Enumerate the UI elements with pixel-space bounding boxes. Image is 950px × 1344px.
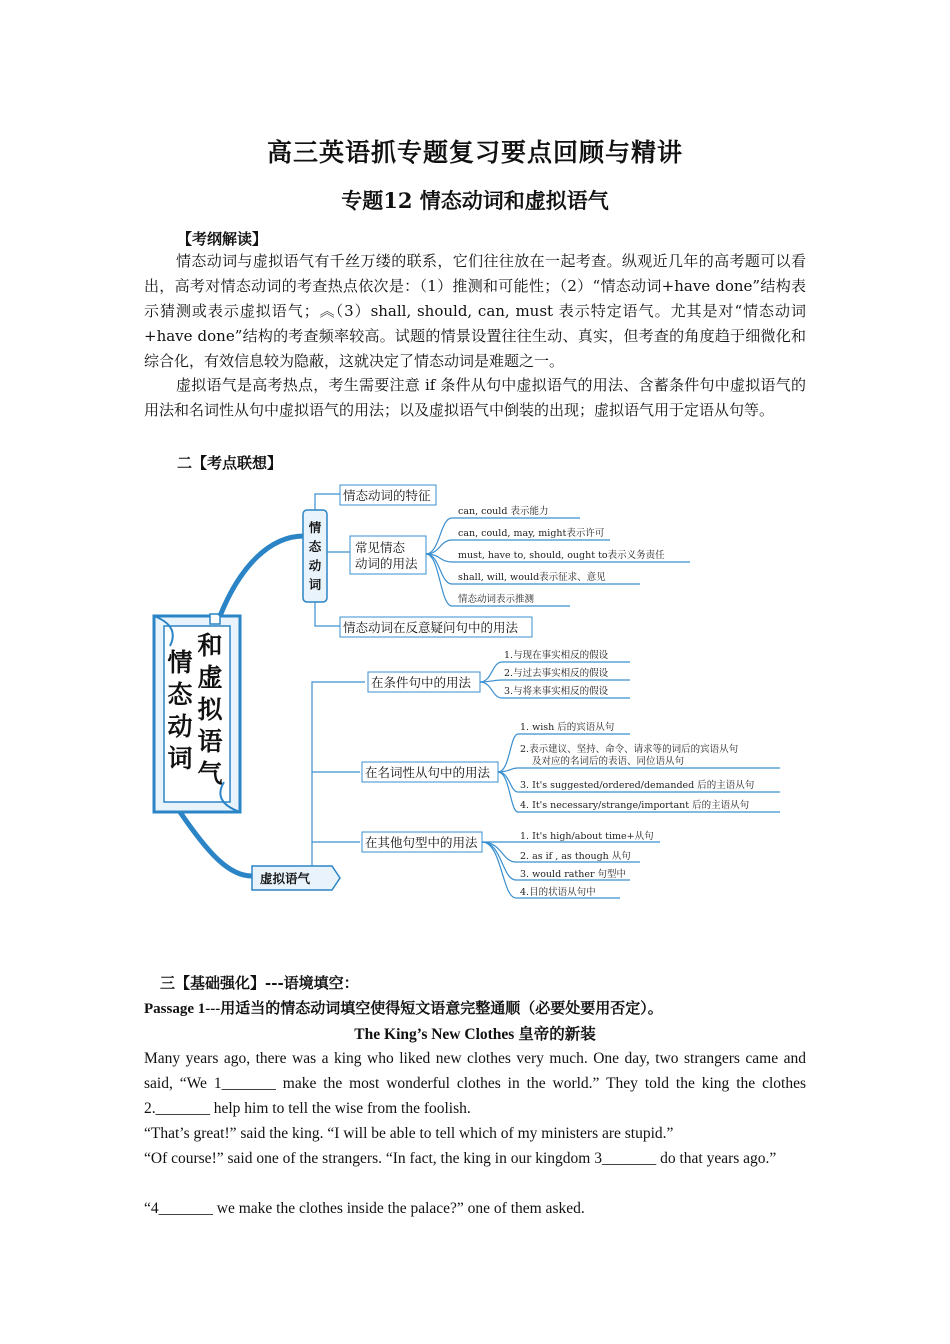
node-other-patterns — [362, 832, 482, 852]
svg-text:情态动词在反意疑问句中的用法: 情态动词在反意疑问句中的用法 — [343, 620, 519, 635]
modal-verbs-node — [303, 510, 327, 602]
nominal-item: 4. It's necessary/strange/important 后的主语从句 — [520, 800, 750, 811]
node-modal-usage — [350, 536, 426, 574]
root-char-7: 动 — [167, 712, 193, 741]
modal-usage-item: 情态动词表示推测 — [458, 594, 535, 605]
mind-map — [140, 476, 790, 908]
other-item: 3. would rather 句型中 — [520, 869, 627, 880]
outline-paragraph-2: 虚拟语气是高考热点，考生需要注意 if 条件从句中虚拟语气的用法、含蓄条件句中虚拟语气的用法和名词性从句中虚拟语气的用法；以及虚拟语气中倒装的出现；虚拟语气用于定语从句等。 — [144, 376, 806, 419]
mind-map-root — [154, 614, 240, 812]
story-title: The King’s New Clothes 皇帝的新装 — [354, 1026, 596, 1043]
root-char-1: 虚 — [197, 663, 223, 692]
svg-text:在名词性从句中的用法: 在名词性从句中的用法 — [365, 765, 491, 780]
nominal-item: 2.表示建议、坚持、命令、请求等的词后的宾语从句 — [520, 744, 739, 755]
svg-text:态: 态 — [308, 539, 322, 554]
outline-paragraph-1: 情态动词与虚拟语气有千丝万缕的联系，它们往往放在一起考查。纵观近几年的高考题可以看出，高考对情态动词的考查热点依次是：（1）推测和可能性；（2）“情态动词+have done”结构表示猜测或表示虚拟语气；︽（3）shall, should, can, must 表示特定语气。尤其是对“情态动词+have done”结构的考查频率较高。试题的情景设置往往生动、真实，但考查的角度趋于细微化和综合化，有效信息较为隐蔽，这就决定了情态动词是难题之一。 — [144, 252, 806, 370]
modal-usage-item: can, could, may, might表示许可 — [458, 528, 605, 539]
root-char-5: 情 — [167, 648, 193, 677]
nominal-item: 3. It's suggested/ordered/demanded 后的主语从句 — [520, 780, 755, 791]
passage-instructions: Passage 1---用适当的情态动词填空使得短文语意完整通顺（必要处要用否定）。 — [144, 1001, 663, 1017]
svg-text:情: 情 — [308, 520, 322, 535]
svg-text:在条件句中的用法: 在条件句中的用法 — [371, 675, 472, 690]
node-nominal — [362, 762, 498, 782]
node-conditional — [368, 672, 480, 692]
conditional-item: 3.与将来事实相反的假设 — [504, 686, 609, 697]
other-item: 4.目的状语从句中 — [520, 887, 596, 898]
page-title: 高三英语抓专题复习要点回顾与精讲 — [266, 138, 683, 167]
conditional-item: 1.与现在事实相反的假设 — [504, 650, 609, 661]
conditional-item: 2.与过去事实相反的假设 — [504, 668, 609, 679]
svg-text:虚拟语气: 虚拟语气 — [260, 871, 311, 886]
nominal-item: 及对应的名词后的表语、同位语从句 — [532, 756, 685, 767]
branch-modal — [220, 536, 304, 616]
svg-text:动: 动 — [308, 558, 322, 573]
other-item: 2. as if , as though 从句 — [520, 851, 631, 862]
modal-usage-item: must, have to, should, ought to表示义务责任 — [458, 550, 665, 561]
svg-text:词: 词 — [308, 577, 322, 592]
passage-paragraph-1: Many years ago, there was a king who liked new clothes very much. One day, two strangers came and said, “We 1_______ make the most wonderful clothes in the world.” They told the king the clothes 2._______ help him to tell the wise from the foolish. — [144, 1050, 806, 1117]
svg-text:情态动词的特征: 情态动词的特征 — [343, 488, 431, 503]
page-subtitle: 专题12 情态动词和虚拟语气 — [341, 188, 609, 213]
passage-paragraph-4: “4_______ we make the clothes inside the palace?” one of them asked. — [144, 1200, 585, 1217]
section-heading-outline: 【考纲解读】 — [177, 230, 268, 248]
other-item: 1. It's high/about time+从句 — [520, 831, 654, 842]
root-char-2: 拟 — [197, 695, 223, 724]
svg-text:常见情态: 常见情态 — [355, 540, 406, 555]
root-char-6: 态 — [167, 680, 193, 709]
root-char-0: 和 — [197, 631, 223, 660]
node-modal-rhetorical — [340, 617, 532, 637]
root-char-4: 气 — [197, 759, 223, 788]
node-modal-features — [340, 485, 436, 505]
branch-subjunctive — [180, 812, 252, 876]
subjunctive-node — [252, 866, 340, 890]
root-char-8: 词 — [167, 744, 193, 773]
passage-paragraph-3: “Of course!” said one of the strangers. “In fact, the king in our kingdom 3_______ do that years ago.” — [144, 1150, 777, 1167]
passage-paragraph-2: “That’s great!” said the king. “I will be able to tell which of my ministers are stupid.” — [144, 1125, 674, 1142]
section-heading-practice: 三【基础强化】---语境填空： — [160, 974, 359, 992]
modal-usage-item: can, could 表示能力 — [458, 506, 549, 517]
modal-usage-item: shall, will, would表示征求、意见 — [458, 572, 606, 583]
root-char-3: 语 — [197, 727, 223, 756]
svg-text:在其他句型中的用法: 在其他句型中的用法 — [365, 835, 478, 850]
section-heading-mindmap: 二【考点联想】 — [177, 454, 283, 472]
nominal-item: 1. wish 后的宾语从句 — [520, 722, 615, 733]
svg-text:动词的用法: 动词的用法 — [355, 556, 418, 571]
